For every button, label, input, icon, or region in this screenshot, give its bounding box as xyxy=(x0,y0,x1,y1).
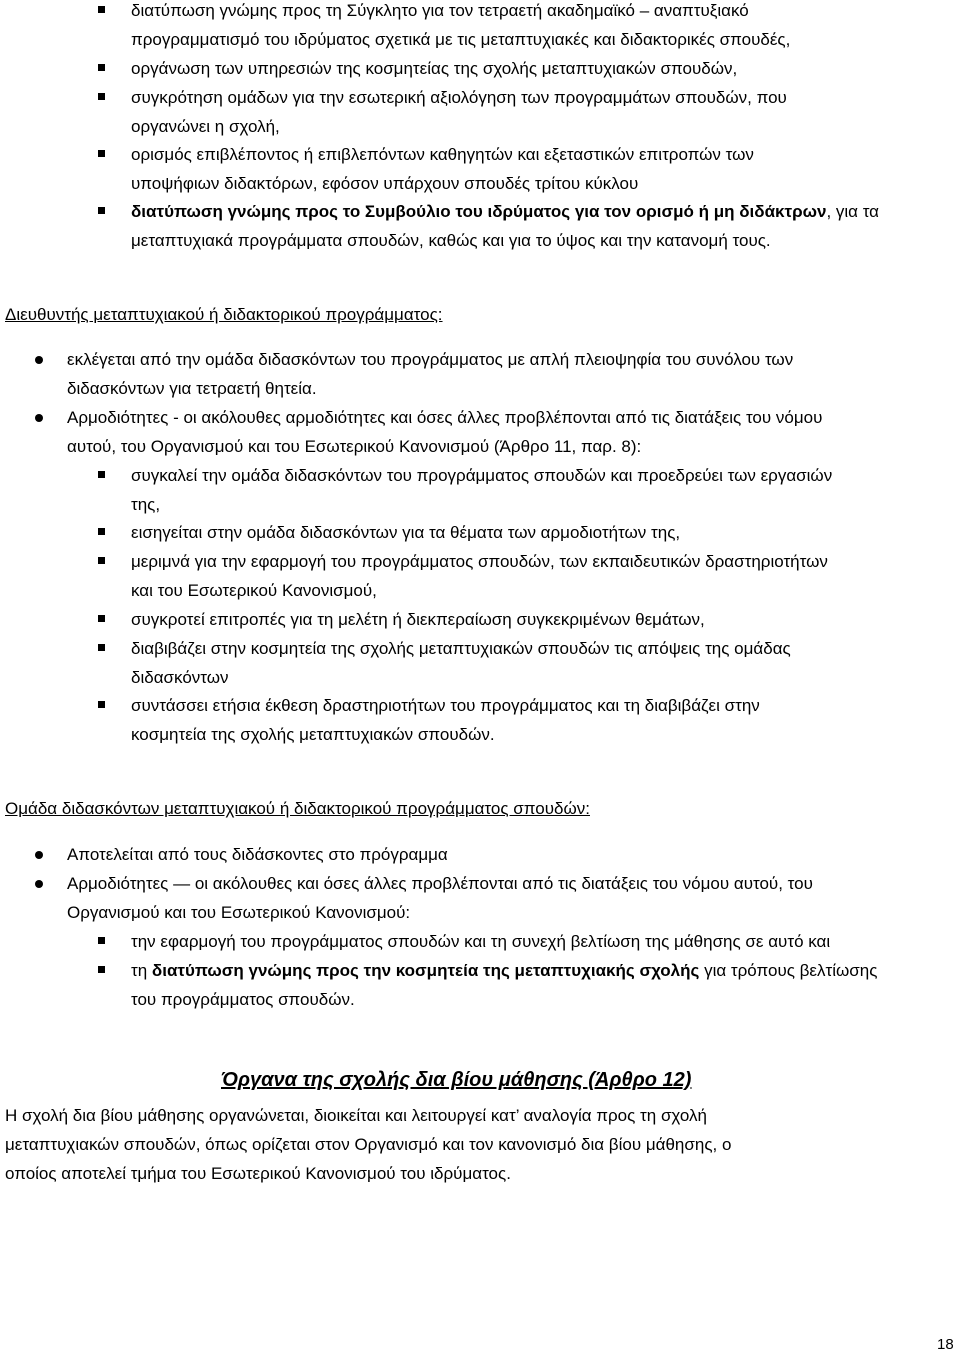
list-item-line: αυτού, του Οργανισμού και του Εσωτερικού Κανονισμού (Άρθρο 11, παρ. 8): xyxy=(67,437,642,456)
list-item-line: και του Εσωτερικού Κανονισμού, xyxy=(131,581,377,600)
list-item-line: του προγράμματος σπουδών. xyxy=(131,990,355,1009)
bold-phrase: διατύπωση γνώμης προς το Συμβούλιο του ιδρύματος για τον ορισμό ή μη διδάκτρων xyxy=(131,202,827,221)
square-bullet-icon xyxy=(98,471,105,478)
section-heading-director: Διευθυντής μεταπτυχιακού ή διδακτορικού προγράμματος: xyxy=(5,305,443,324)
square-bullet-icon xyxy=(98,93,105,100)
list-item-line: συγκαλεί την ομάδα διδασκόντων του προγράμματος σπουδών και προεδρεύει των εργασιών xyxy=(131,466,833,485)
square-bullet-icon xyxy=(98,207,105,214)
section-heading-faculty: Ομάδα διδασκόντων μεταπτυχιακού ή διδακτορικού προγράμματος σπουδών: xyxy=(5,799,590,818)
list-item-line: προγραμματισμό του ιδρύματος σχετικά με τις μεταπτυχιακές και διδακτορικές σπουδές, xyxy=(131,30,791,49)
list-item-line: διαβιβάζει στην κοσμητεία της σχολής μεταπτυχιακών σπουδών τις απόψεις της ομάδας xyxy=(131,639,791,658)
text-span: τη xyxy=(131,961,152,980)
list-item-line xyxy=(131,202,879,222)
list-item-line: οργάνωση των υπηρεσιών της κοσμητείας της σχολής μεταπτυχιακών σπουδών, xyxy=(131,59,738,78)
list-item-line: την εφαρμογή του προγράμματος σπουδών και τη συνεχή βελτίωση της μάθησης σε αυτό και xyxy=(131,932,831,951)
bold-phrase: διατύπωση γνώμης προς την κοσμητεία της μεταπτυχιακής σχολής xyxy=(151,961,700,980)
list-item-line: Αρμοδιότητες — οι ακόλουθες και όσες άλλες προβλέπονται από τις διατάξεις του νόμου αυτού, του xyxy=(67,874,813,893)
page-number: 18 xyxy=(937,1336,954,1353)
square-bullet-icon xyxy=(98,6,105,13)
text-span: για τρόπους βελτίωσης xyxy=(699,961,878,980)
list-item-line: οργανώνει η σχολή, xyxy=(131,117,280,136)
list-item-line: διδασκόντων για τετραετή θητεία. xyxy=(67,379,317,398)
square-bullet-icon xyxy=(98,557,105,564)
list-item-line: μεταπτυχιακά προγράμματα σπουδών, καθώς και για το ύψος και την κατανομή τους. xyxy=(131,231,771,250)
list-item-line: διατύπωση γνώμης προς τη Σύγκλητο για τον τετραετή ακαδημαϊκό – αναπτυξιακό xyxy=(131,1,749,20)
list-item-line: της, xyxy=(131,495,161,514)
list-item-line: διδασκόντων xyxy=(131,668,229,687)
list-item-line: Αρμοδιότητες - οι ακόλουθες αρμοδιότητες και όσες άλλες προβλέπονται από τις διατάξεις του νόμου xyxy=(67,408,823,427)
list-item-line: ορισμός επιβλέποντος ή επιβλεπόντων καθηγητών και εξεταστικών επιτροπών των xyxy=(131,145,754,164)
round-bullet-icon xyxy=(35,851,43,859)
list-item-line: εισηγείται στην ομάδα διδασκόντων για τα θέματα των αρμοδιοτήτων της, xyxy=(131,523,681,542)
square-bullet-icon xyxy=(98,615,105,622)
list-item-line: εκλέγεται από την ομάδα διδασκόντων του προγράμματος με απλή πλειοψηφία του συνόλου των xyxy=(67,350,794,369)
round-bullet-icon xyxy=(35,880,43,888)
list-item-line: συγκροτεί επιτροπές για τη μελέτη ή διεκπεραίωση συγκεκριμένων θεμάτων, xyxy=(131,610,705,629)
list-item-line: υποψήφιων διδακτόρων, εφόσον υπάρχουν σπουδές τρίτου κύκλου xyxy=(131,174,639,193)
list-item-line xyxy=(131,961,877,981)
square-bullet-icon xyxy=(98,150,105,157)
list-item-line: Αποτελείται από τους διδάσκοντες στο πρόγραμμα xyxy=(67,845,448,864)
list-item-line: συντάσσει ετήσια έκθεση δραστηριοτήτων του προγράμματος και τη διαβιβάζει στην xyxy=(131,696,760,715)
square-bullet-icon xyxy=(98,937,105,944)
round-bullet-icon xyxy=(35,356,43,364)
square-bullet-icon xyxy=(98,966,105,973)
list-item-line: μεριμνά για την εφαρμογή του προγράμματος σπουδών, των εκπαιδευτικών δραστηριοτήτων xyxy=(131,552,828,571)
square-bullet-icon xyxy=(98,64,105,71)
square-bullet-icon xyxy=(98,644,105,651)
paragraph-line: Η σχολή δια βίου μάθησης οργανώνεται, διοικείται και λειτουργεί κατ’ αναλογία προς τη σχολή xyxy=(5,1106,707,1125)
round-bullet-icon xyxy=(35,414,43,422)
paragraph-line: μεταπτυχιακών σπουδών, όπως ορίζεται στον Οργανισμό και τον κανονισμό δια βίου μάθησης, ο xyxy=(5,1135,732,1154)
section-title-lifelong: Όργανα της σχολής δια βίου μάθησης (Άρθρο 12) xyxy=(221,1069,692,1091)
text-span: , για τα xyxy=(826,202,880,221)
square-bullet-icon xyxy=(98,528,105,535)
list-item-line: κοσμητεία της σχολής μεταπτυχιακών σπουδών. xyxy=(131,725,495,744)
list-item-line: Οργανισμού και του Εσωτερικού Κανονισμού: xyxy=(67,903,411,922)
square-bullet-icon xyxy=(98,701,105,708)
paragraph-line: οποίος αποτελεί τμήμα του Εσωτερικού Κανονισμού του ιδρύματος. xyxy=(5,1164,511,1183)
list-item-line: συγκρότηση ομάδων για την εσωτερική αξιολόγηση των προγραμμάτων σπουδών, που xyxy=(131,88,787,107)
